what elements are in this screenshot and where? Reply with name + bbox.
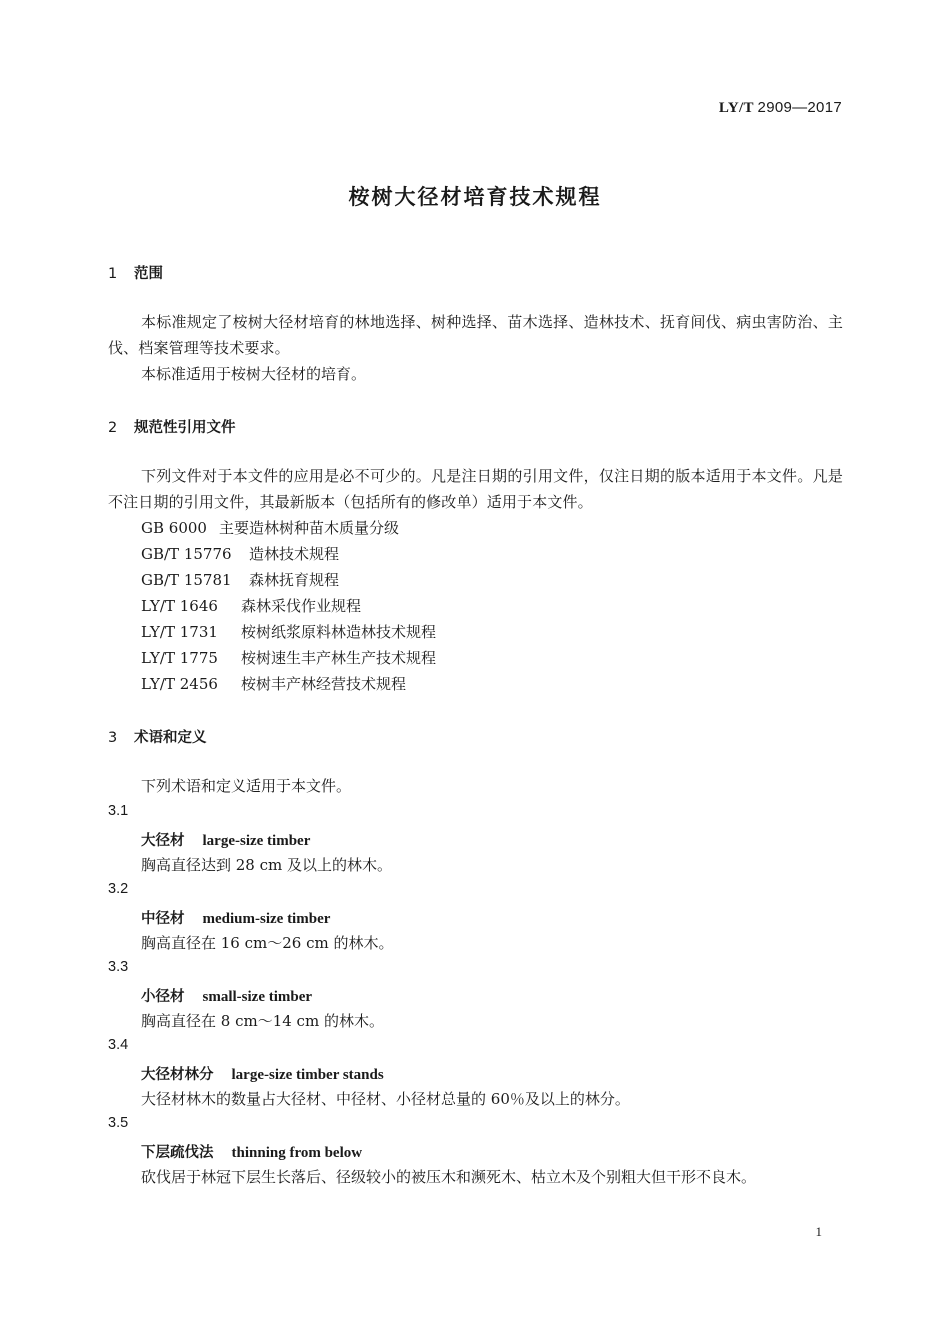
reference-item <box>141 515 399 541</box>
term-number: 3.1 <box>108 803 129 819</box>
reference-item <box>141 645 436 671</box>
standard-year: 2909—2017 <box>757 99 842 116</box>
references-intro: 下列文件对于本文件的应用是必不可少的。凡是注日期的引用文件，仅注日期的版本适用于本文件。凡是不注日期的引用文件，其最新版本（包括所有的修改单）适用于本文件。 <box>108 467 843 511</box>
reference-code: GB/T 15781 <box>141 571 232 589</box>
reference-title: 主要造林树种苗木质量分级 <box>219 519 400 537</box>
reference-code: LY/T 1775 <box>141 649 218 667</box>
document-title: 桉树大径材培育技术规程 <box>348 185 602 209</box>
reference-code: GB/T 15776 <box>141 545 232 563</box>
term-zh: 小径材 <box>141 989 185 1005</box>
section-heading-3 <box>108 726 207 747</box>
reference-title: 桉树丰产林经营技术规程 <box>241 675 407 693</box>
reference-code: LY/T 1646 <box>141 597 218 615</box>
standard-code: LY/T <box>718 100 754 116</box>
term-heading <box>141 1063 384 1084</box>
term-heading <box>141 829 310 850</box>
term-en: large-size timber stands <box>231 1067 384 1083</box>
reference-title: 桉树速生丰产林生产技术规程 <box>241 649 437 667</box>
term-heading <box>141 1141 362 1162</box>
term-en: medium-size timber <box>202 911 331 927</box>
term-en: large-size timber <box>202 833 311 849</box>
scope-paragraph-2: 本标准适用于桉树大径材的培育。 <box>141 365 367 383</box>
section-number: 2 <box>108 420 118 436</box>
term-zh: 中径材 <box>141 911 185 927</box>
term-number: 3.4 <box>108 1037 129 1053</box>
reference-code: GB 6000 <box>141 519 207 537</box>
term-zh: 大径材 <box>141 833 185 849</box>
term-number: 3.2 <box>108 881 129 897</box>
reference-item <box>141 541 339 567</box>
reference-title: 桉树纸浆原料林造林技术规程 <box>241 623 437 641</box>
section-title: 范围 <box>134 266 163 282</box>
reference-code: LY/T 1731 <box>141 623 218 641</box>
term-number: 3.3 <box>108 959 129 975</box>
term-heading <box>141 907 330 928</box>
reference-code: LY/T 2456 <box>141 675 218 693</box>
reference-title: 森林采伐作业规程 <box>241 597 362 615</box>
term-heading <box>141 985 312 1006</box>
reference-item <box>141 593 361 619</box>
section-heading-1 <box>108 262 163 283</box>
section-heading-2 <box>108 416 236 437</box>
terms-intro: 下列术语和定义适用于本文件。 <box>141 777 352 795</box>
page-number: 1 <box>815 1224 822 1239</box>
reference-item <box>141 567 339 593</box>
section-title: 术语和定义 <box>134 730 207 746</box>
term-number: 3.5 <box>108 1115 129 1131</box>
term-en: small-size timber <box>202 989 313 1005</box>
standard-number <box>719 99 842 117</box>
term-en: thinning from below <box>231 1145 363 1161</box>
term-definition: 大径材林木的数量占大径材、中径材、小径材总量的 60％及以上的林分。 <box>141 1090 630 1108</box>
term-definition: 砍伐居于林冠下层生长落后、径级较小的被压木和濒死木、枯立木及个别粗大但干形不良木。 <box>141 1168 757 1186</box>
term-definition: 胸高直径在 16 cm～26 cm 的林木。 <box>141 934 394 952</box>
scope-paragraph-1: 本标准规定了桉树大径材培育的林地选择、树种选择、苗木选择、造林技术、抚育间伐、病虫害防治、主伐、档案管理等技术要求。 <box>108 313 843 357</box>
term-zh: 大径材林分 <box>141 1067 214 1083</box>
reference-title: 森林抚育规程 <box>249 571 340 589</box>
term-definition: 胸高直径在 8 cm～14 cm 的林木。 <box>141 1012 384 1030</box>
term-zh: 下层疏伐法 <box>141 1145 214 1161</box>
term-definition: 胸高直径达到 28 cm 及以上的林木。 <box>141 856 393 874</box>
reference-title: 造林技术规程 <box>249 545 340 563</box>
section-number: 1 <box>108 266 118 282</box>
section-number: 3 <box>108 730 118 746</box>
reference-item <box>141 619 436 645</box>
reference-item <box>141 671 406 697</box>
section-title: 规范性引用文件 <box>134 420 236 436</box>
